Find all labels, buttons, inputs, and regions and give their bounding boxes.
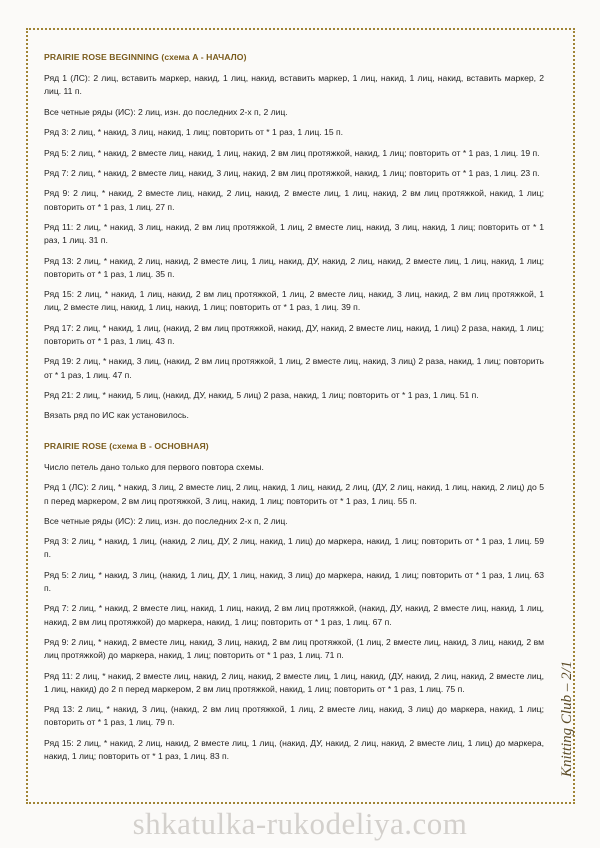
section-a-row: Ряд 7: 2 лиц, * накид, 2 вместе лиц, накид, 3 лиц, накид, 2 вм лиц протяжкой, накид, 1 лиц; повторить от * 1 раз, 1 лиц. 23 п. [44,167,540,178]
section-b-title: PRAIRIE ROSE (схема B - ОСНОВНАЯ) [44,440,209,451]
section-b-row: Ряд 13: 2 лиц, * накид, 3 лиц, (накид, 2 вм лиц протяжкой, 1 лиц, 2 вместе лиц, накид, 3 лиц) до маркера, накид, 1 лиц; повторить от * 1 раз, 1 лиц. 79 п. [44,704,544,728]
section-a-row: Ряд 15: 2 лиц, * накид, 1 лиц, накид, 2 вм лиц протяжкой, 1 лиц, 2 вместе лиц, накид, 3 лиц, накид, 2 вм лиц протяжкой, 1 лиц, 2 вместе лиц, накид, 1 лиц, накид, 1 лиц; повторить от * 1 раз, 1 лиц. 39 п. [44,289,544,313]
section-b-row: Ряд 11: 2 лиц, * накид, 2 вместе лиц, накид, 2 лиц, накид, 2 вместе лиц, 1 лиц, накид, (ДУ, накид, 2 лиц, накид, 2 вместе лиц, 1 лиц, накид) до 2 п перед маркером, 2 вм лиц протяжкой, накид, 1 лиц; повторить от * 1 раз, 1 лиц. 75 п. [44,670,544,694]
section-gap [44,430,544,440]
section-a-row: Ряд 13: 2 лиц, * накид, 2 лиц, накид, 2 вместе лиц, 1 лиц, накид, ДУ, накид, 2 лиц, накид, 2 вместе лиц, 1 лиц, накид, 1 лиц; повторить от * 1 раз, 1 лиц. 35 п. [44,255,544,279]
section-a-row: Ряд 11: 2 лиц, * накид, 3 лиц, накид, 2 вм лиц протяжкой, 1 лиц, 2 вместе лиц, накид, 3 лиц, накид, 1 лиц; повторить от * 1 раз, 1 лиц. 31 п. [44,221,544,246]
document-body [44,51,544,770]
section-a-row: Ряд 19: 2 лиц, * накид, 3 лиц, (накид, 2 вм лиц протяжкой, 1 лиц, 2 вместе лиц, накид, 3 лиц) 2 раза, накид, 1 лиц; повторить от * 1 раз, 1 лиц. 47 п. [44,356,544,380]
section-a-row: Ряд 17: 2 лиц, * накид, 1 лиц, (накид, 2 вм лиц протяжкой, накид, ДУ, накид, 2 вместе лиц, накид, 1 лиц) 2 раза, накид, 1 лиц; повторить от * 1 раз, 1 лиц. 43 п. [44,322,544,346]
section-b-row: Ряд 9: 2 лиц, * накид, 2 вместе лиц, накид, 3 лиц, накид, 2 вм лиц протяжкой, (1 лиц, 2 вместе лиц, накид, 3 лиц, накид, 2 вм лиц протяжкой) до маркера, накид, 1 лиц; повторить от * 1 раз, 1 лиц. 71 п. [44,637,544,661]
section-a-title: PRAIRIE ROSE BEGINNING (схема A - НАЧАЛО) [44,52,247,62]
magazine-side-label: Knitting Club – 2/1 [559,660,575,777]
section-b-row: Все четные ряды (ИС): 2 лиц, изн. до последних 2-х п, 2 лиц. [44,515,288,526]
section-b-row: Ряд 7: 2 лиц, * накид, 2 вместе лиц, накид, 1 лиц, накид, 2 вм лиц протяжкой, (накид, ДУ, накид, 2 вместе лиц, накид, 1 лиц, накид, 2 вм лиц протяжкой) до маркера, накид, 1 лиц; повторить от * 1 раз, 1 лиц. 67 п. [44,603,544,627]
site-watermark: shkatulka-rukodeliya.com [132,806,468,841]
section-a-row: Ряд 5: 2 лиц, * накид, 2 вместе лиц, накид, 1 лиц, накид, 2 вм лиц протяжкой, накид, 1 лиц; повторить от * 1 раз, 1 лиц. 19 п. [44,147,540,158]
section-b-row: Ряд 15: 2 лиц, * накид, 2 лиц, накид, 2 вместе лиц, 1 лиц, (накид, ДУ, накид, 2 лиц, накид, 2 вместе лиц, 1 лиц) до маркера, накид, 1 лиц; повторить от * 1 раз, 1 лиц. 83 п. [44,737,544,762]
section-a-row: Все четные ряды (ИС): 2 лиц, изн. до последних 2-х п, 2 лиц. [44,106,288,117]
section-a-row: Ряд 21: 2 лиц, * накид, 5 лиц, (накид, ДУ, накид, 5 лиц) 2 раза, накид, 1 лиц; повторить от * 1 раз, 1 лиц. 51 п. [44,389,479,400]
section-a-row: Ряд 9: 2 лиц, * накид, 2 вместе лиц, накид, 2 лиц, накид, 2 вместе лиц, 1 лиц, накид, 2 вм лиц протяжкой, накид, 1 лиц; повторить от * 1 раз, 1 лиц. 27 п. [44,188,544,212]
section-b-row: Число петель дано только для первого повтора схемы. [44,461,264,472]
section-b-row: Ряд 1 (ЛС): 2 лиц, * накид, 3 лиц, 2 вместе лиц, 2 лиц, накид, 1 лиц, накид, 2 лиц, (ДУ, 2 лиц, накид, 1 лиц, накид, 2 лиц) до 5 п перед маркером, 2 вм лиц протяжкой, 3 лиц, накид, 1 лиц; повторить от * 1 раз, 1 лиц. 55 п. [44,482,544,506]
section-a-row: Ряд 1 (ЛС): 2 лиц, вставить маркер, накид, 1 лиц, накид, вставить маркер, 1 лиц, накид, 1 лиц, накид, вставить маркер, 2 лиц. 11 п. [44,73,544,97]
section-b-row: Ряд 3: 2 лиц, * накид, 1 лиц, (накид, 2 лиц, ДУ, 2 лиц, накид, 1 лиц) до маркера, накид, 1 лиц; повторить от * 1 раз, 1 лиц. 59 п. [44,536,544,560]
section-a-row: Вязать ряд по ИС как установилось. [44,410,189,421]
section-a-row: Ряд 3: 2 лиц, * накид, 3 лиц, накид, 1 лиц; повторить от * 1 раз, 1 лиц. 15 п. [44,127,344,138]
section-b-row: Ряд 5: 2 лиц, * накид, 3 лиц, (накид, 1 лиц, ДУ, 1 лиц, накид, 3 лиц) до маркера, накид, 1 лиц; повторить от * 1 раз, 1 лиц. 63 п. [44,569,544,594]
